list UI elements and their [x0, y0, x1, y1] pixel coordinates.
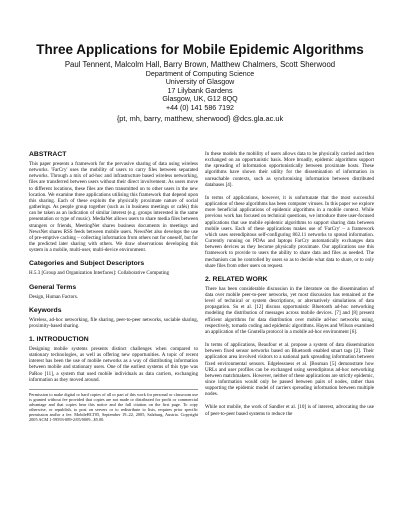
left-column — [29, 151, 198, 422]
author-block — [0, 61, 400, 123]
intro-continuation-paragraph: In these models the mobility of users allows data to be physically carried and then exchanged on an opportunistic basis. More broadly, epidemic algorithms support the spreading of information opportunistically between proximate hosts. These algorithms have shown their utility for the dissemination of information in unreachable contexts, such as synchronising information between distributed databases [4]. — [205, 151, 374, 188]
author-names: Paul Tennent, Malcolm Hall, Barry Brown, Matthew Chalmers, Scott Sherwood — [64, 60, 336, 69]
introduction-text: Designing mobile systems presents distinct challenges when compared to stationary technologies, as well as offering new opportunities. A topic of recent interest has been the use of mobile networks as a way of distributing information between mobile and stationary users. One of the earliest systems of this type was PaRoo [11], a system that used mobile individuals as data carriers, exchanging information as they moved around. — [29, 345, 198, 383]
related-work-heading: 2. RELATED WORK — [205, 275, 268, 283]
general-terms-heading: General Terms — [29, 283, 77, 291]
related-work-paragraph-1: There has been considerable discussion in the literature on the dissemination of data over mobile peer-to-peer networks, yet most discussion has remained at the level of technical or system descriptions, or alternatively simulations of data propagation. Su et al. [12] discuss opportunistic Bluetooth ad-hoc networking modeling the distribution of messages across mobile devices. [7] and [8] present efficient algorithms for data distribution over mobile ad-hoc networks using, respectively, tornado coding and epidemic algorithms. Hayes and Wilson examined an application of the Gnutella protocol in a mobile ad-hoc environment [6]. — [205, 285, 374, 335]
author-university: University of Glasgow — [165, 78, 235, 87]
paper-title: Three Applications for Mobile Epidemic Algorithms — [36, 42, 364, 57]
related-work-paragraph-3: While not mobile, the work of Sandler et al. [10] is of interest, advocating the use of peer-to-peer based systems to reduce the — [205, 404, 374, 417]
copyright-notice: Permission to make digital or hard copies of all or part of this work for personal or classroom use is granted without fee provided that copies are not made or distributed for profit or commercial advantage and that copies bear this notice and the full citation on the first page. To copy otherwise, or republish, to post on servers or to redistribute to lists, requires prior specific permission and/or a fee. MobileHCI'05, September 19–22, 2005, Salzburg, Austria. Copyright 2005 ACM 1-59593-089-2/05/0009...$5.00. — [29, 389, 198, 423]
applications-paragraph: In terms of applications, however, it is unfortunate that the most successful application of these algorithms has been computer viruses. In this paper we explore more beneficial applications of epidemic algorithms in a mobile context. While previous work has focused on technical questions, we introduce three user-focused applications that use mobile epidemic algorithms to support sharing data between mobile users. Each of these applications makes use of 'FarCry' – a framework which uses serendipitous self-configuring 802.11 networks to spread information. Currently running on PDAs and laptops FarCry automatically exchanges data between devices as they become physically proximate. Our applications use this framework to provide to users the ability to share data and files as needed. The mechanism can be controlled by users so as to decide what data to share, or to only share files from other users on request. — [205, 194, 374, 269]
author-city: Glasgow, UK, G12 8QQ — [162, 95, 238, 104]
author-street: 17 Lilybank Gardens — [167, 86, 233, 95]
abstract-heading: ABSTRACT — [29, 151, 67, 158]
author-phone: +44 (0) 141 586 7192 — [165, 103, 235, 112]
author-department: Department of Computing Science — [145, 69, 255, 78]
introduction-heading: 1. INTRODUCTION — [29, 335, 89, 343]
categories-text: H.5.3 [Group and Organization Interfaces]: Collaborative Computing — [29, 270, 170, 277]
abstract-text: This paper presents a framework for the pervasive sharing of data using wireless networks. 'FarCry' uses the mobility of users to carry files between separated networks. Through a mix of ad-hoc and infrastructure based wireless networking, files are transferred between users without their direct involvement. As users move to different locations, these files are then transmitted on to other users in the new location. We examine three applications utilising this framework that depend upon this sharing. Each of these exploits the physically proximate nature of social gatherings. As people group together (such as in business meetings or cafés) this can be taken as an indication of similar interest (e.g. groups interested in the same presentation or type of music). MediaNet allows users to share media files between strangers or friends, MeetingNet shares business documents in meetings and NewsNet shares RSS feeds between mobile users. NewsNet also develops the use of pre-emptive caching – collecting information from others not for oneself, but for the predicted later sharing with others. We draw observations developing this system in a mobile, multi-user, multi-device environment. — [29, 161, 198, 254]
keywords-heading: Keywords — [29, 306, 62, 314]
general-terms-text: Design, Human Factors. — [29, 293, 79, 300]
author-emails: {pt, mh, barry, matthew, sherwood} @dcs.gla.ac.uk — [116, 113, 284, 123]
keywords-text: Wireless, ad-hoc networking, file sharing, peer-to-peer networks, sociable sharing, proximity-based sharing. — [29, 316, 198, 329]
right-column — [205, 151, 374, 417]
related-work-paragraph-2: In terms of applications, Beaufour et al. propose a system of data dissemination between fixed sensor networks based on Bluetooth enabled smart tags [2]. Their application area involved visitors to a national park spreading information between fixed environmental sensors. Edgelessness et al. [Bosman [5] demonstrate how URLs and user profiles can be exchanged using serendipitous ad-hoc networking between matchmakers. However, neither of these applications are strictly epidemic, since information would only be passed between pairs of nodes, rather than supporting the epidemic model of carriers spreading information between multiple nodes. — [205, 342, 374, 398]
categories-heading: Categories and Subject Descriptors — [29, 260, 145, 268]
